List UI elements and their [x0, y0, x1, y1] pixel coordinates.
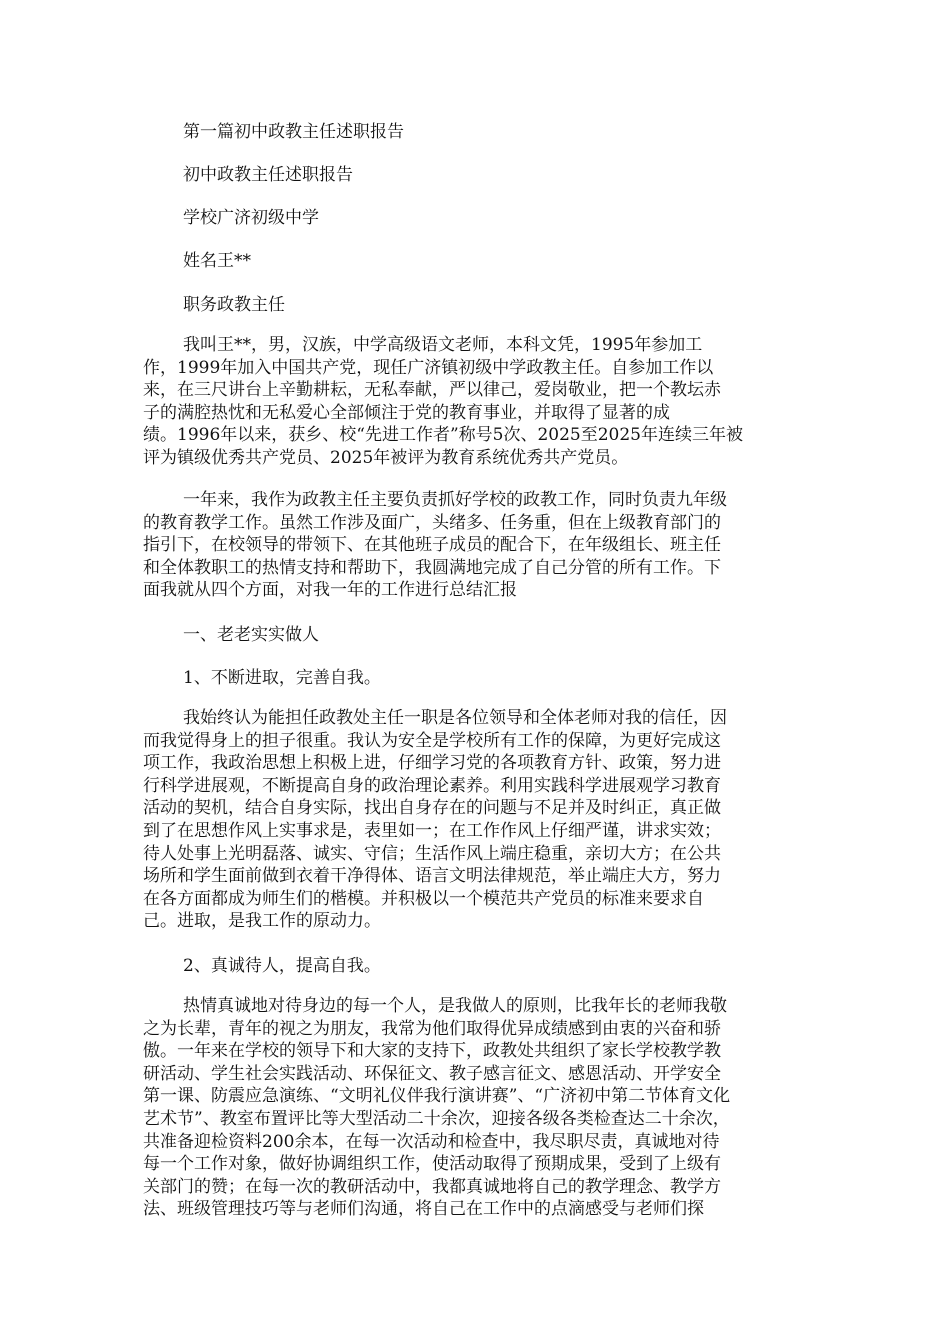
- paragraph-self-improvement: [143, 707, 810, 933]
- paragraph-overview: [143, 489, 810, 602]
- paragraph-line: 绩。1996年以来，获乡、校“先进工作者”称号5次、2025至2025年连续三年被: [143, 425, 743, 446]
- paragraph-line: 指引下，在校领导的带领下、在其他班子成员的配合下，在年级组长、班主任: [143, 535, 721, 556]
- paragraph-line: 来，在三尺讲台上辛勤耕耘，无私奉献，严以律己，爱岗敬业，把一个教坛赤: [143, 380, 721, 401]
- name-field: 姓名王**: [183, 251, 251, 271]
- paragraph-line: 第一课、防震应急演练、“文明礼仪伴我行演讲赛”、“广济初中第二节体育文化: [143, 1086, 731, 1107]
- paragraph-line: 到了在思想作风上实事求是，表里如一；在工作作风上仔细严谨，讲求实效；: [143, 820, 721, 841]
- paragraph-line: 评为镇级优秀共产党员、2025年被评为教育系统优秀共产党员。: [143, 447, 629, 468]
- paragraph-line: 艺术节”、教室布置评比等大型活动二十余次，迎接各级各类检查达二十余次，: [143, 1108, 730, 1129]
- paragraph-line: 和全体教职工的热情支持和帮助下，我圆满地完成了自己分管的所有工作。下: [143, 557, 721, 578]
- paragraph-line: 共准备迎检资料200余本，在每一次活动和检查中，我尽职尽责，真诚地对待: [143, 1131, 720, 1152]
- paragraph-line: 之为长辈，青年的视之为朋友，我常为他们取得优异成绩感到由衷的兴奋和骄: [143, 1018, 721, 1039]
- paragraph-line: 行科学进展观，不断提高自身的政治理论素养。利用实践科学进展观学习教育: [143, 775, 721, 796]
- paragraph-line: 己。进取，是我工作的原动力。: [143, 911, 381, 932]
- paragraph-line: 一年来，我作为政教主任主要负责抓好学校的政教工作，同时负责九年级: [183, 490, 727, 510]
- paragraph-line: 每一个工作对象，做好协调组织工作，使活动取得了预期成果，受到了上级有: [143, 1154, 721, 1175]
- paragraph-line: 关部门的赞；在每一次的教研活动中，我都真诚地将自己的教学理念、教学方: [143, 1176, 721, 1197]
- paragraph-line: 作，1999年加入中国共产党，现任广济镇初级中学政教主任。自参加工作以: [143, 357, 714, 378]
- paragraph-line: 待人处事上光明磊落、诚实、守信；生活作风上端庄稳重，亲切大方；在公共: [143, 843, 721, 864]
- paragraph-sincerity: [143, 995, 810, 1221]
- paragraph-line: 傲。一年来在学校的领导下和大家的支持下，政教处共组织了家长学校教学教: [143, 1041, 721, 1062]
- paragraph-line: 我叫王**，男，汉族，中学高级语文老师，本科文凭，1995年参加工: [183, 335, 703, 355]
- paragraph-line: 活动的契机，结合自身实际，找出自身存在的问题与不足并及时纠正，真正做: [143, 798, 721, 819]
- paragraph-line: 面我就从四个方面，对我一年的工作进行总结汇报: [143, 580, 517, 601]
- report-subtitle: 初中政教主任述职报告: [183, 165, 353, 185]
- paragraph-line: 子的满腔热忱和无私爱心全部倾注于党的教育事业，并取得了显著的成: [143, 402, 670, 423]
- paragraph-line: 而我觉得身上的担子很重。我认为安全是学校所有工作的保障，为更好完成这: [143, 730, 721, 751]
- paragraph-line: 热情真诚地对待身边的每一个人，是我做人的原则，比我年长的老师我敬: [183, 996, 727, 1016]
- position-field: 职务政教主任: [183, 295, 285, 315]
- school-field: 学校广济初级中学: [183, 208, 319, 228]
- paragraph-line: 研活动、学生社会实践活动、环保征文、教子感言征文、感恩活动、开学安全: [143, 1063, 721, 1084]
- paragraph-line: 在各方面都成为师生们的楷模。并积极以一个模范共产党员的标准来要求自: [143, 888, 704, 909]
- paragraph-line: 法、班级管理技巧等与老师们沟通，将自己在工作中的点滴感受与老师们探: [143, 1199, 704, 1220]
- document-title: 第一篇初中政教主任述职报告: [183, 122, 404, 142]
- paragraph-line: 的教育教学工作。虽然工作涉及面广，头绪多、任务重，但在上级教育部门的: [143, 512, 721, 533]
- paragraph-line: 项工作，我政治思想上积极上进，仔细学习党的各项教育方针、政策，努力进: [143, 753, 721, 774]
- section-heading-1: 一、老老实实做人: [183, 625, 319, 645]
- paragraph-line: 场所和学生面前做到衣着干净得体、语言文明法律规范，举止端庄大方，努力: [143, 866, 721, 887]
- subheading-2: 2、真诚待人，提高自我。: [183, 956, 381, 976]
- paragraph-line: 我始终认为能担任政教处主任一职是各位领导和全体老师对我的信任，因: [183, 708, 727, 728]
- paragraph-intro: [143, 334, 810, 470]
- subheading-1: 1、不断进取，完善自我。: [183, 668, 381, 688]
